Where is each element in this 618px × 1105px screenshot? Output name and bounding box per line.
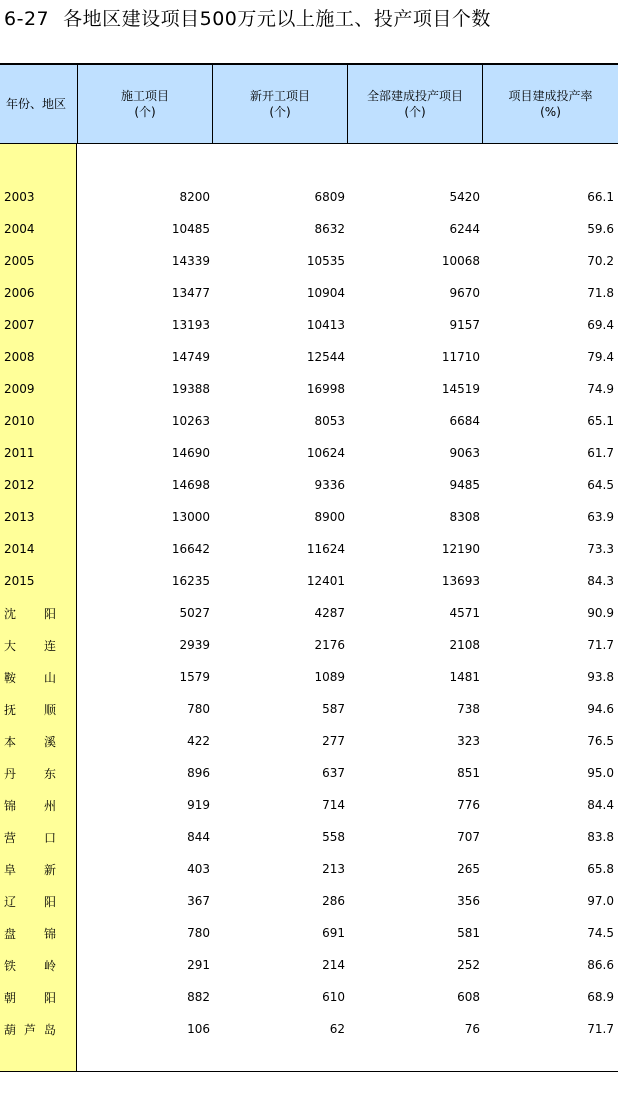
completion-rate-cell: 66.1 (587, 190, 614, 204)
construction-count-cell: 780 (187, 702, 210, 716)
row-label (0, 893, 78, 910)
table-row (0, 949, 618, 981)
row-label: 2015 (4, 574, 35, 588)
completed-count-cell: 1481 (449, 670, 480, 684)
table-row (0, 597, 618, 629)
table-row (0, 213, 618, 245)
table-row (0, 693, 618, 725)
construction-count-cell: 13477 (171, 286, 210, 300)
row-label: 2008 (4, 350, 35, 364)
table-body (0, 144, 618, 1072)
table-row (0, 309, 618, 341)
table-row (0, 437, 618, 469)
completed-count-cell: 9157 (449, 318, 480, 332)
completion-rate-cell: 63.9 (587, 510, 614, 524)
completion-rate-cell: 65.8 (587, 862, 614, 876)
completed-count-cell: 9485 (449, 478, 480, 492)
construction-count-cell: 14690 (171, 446, 210, 460)
row-label (0, 989, 78, 1006)
row-label: 2003 (4, 190, 35, 204)
construction-count-cell: 844 (187, 830, 210, 844)
completed-count-cell: 581 (457, 926, 480, 940)
completed-count-cell: 11710 (441, 350, 480, 364)
new-count-cell: 8053 (314, 414, 345, 428)
region-name: 锦 州 (4, 798, 56, 813)
table-title: 各地区建设项目500万元以上施工、投产项目个数 (63, 8, 491, 30)
new-count-cell: 277 (322, 734, 345, 748)
header-label: 施工项目 (120, 89, 169, 103)
table-row (0, 533, 618, 565)
construction-count-cell: 403 (187, 862, 210, 876)
row-label: 2014 (4, 542, 35, 556)
completion-rate-cell: 84.4 (587, 798, 614, 812)
completion-rate-cell: 59.6 (587, 222, 614, 236)
completed-count-cell: 12190 (441, 542, 480, 556)
completed-count-cell: 608 (457, 990, 480, 1004)
header-unit: (个) (404, 105, 426, 119)
header-unit: (个) (134, 105, 156, 119)
new-count-cell: 587 (322, 702, 345, 716)
completion-rate-cell: 94.6 (587, 702, 614, 716)
construction-count-cell: 14698 (171, 478, 210, 492)
header-completion-rate (483, 65, 618, 143)
construction-count-cell: 5027 (179, 606, 210, 620)
table-row (0, 245, 618, 277)
row-label (0, 925, 78, 942)
completion-rate-cell: 83.8 (587, 830, 614, 844)
construction-count-cell: 896 (187, 766, 210, 780)
completed-count-cell: 5420 (449, 190, 480, 204)
completion-rate-cell: 79.4 (587, 350, 614, 364)
completion-rate-cell: 76.5 (587, 734, 614, 748)
new-count-cell: 6809 (314, 190, 345, 204)
row-label (0, 797, 78, 814)
row-label (0, 669, 78, 686)
header-unit: (个) (269, 105, 291, 119)
row-label (0, 701, 78, 718)
construction-count-cell: 13193 (171, 318, 210, 332)
completed-count-cell: 265 (457, 862, 480, 876)
completion-rate-cell: 71.7 (587, 1022, 614, 1036)
construction-count-cell: 10263 (171, 414, 210, 428)
completed-count-cell: 6244 (449, 222, 480, 236)
completion-rate-cell: 74.9 (587, 382, 614, 396)
completed-count-cell: 6684 (449, 414, 480, 428)
table-row (0, 661, 618, 693)
page-title (4, 4, 491, 34)
new-count-cell: 62 (329, 1022, 345, 1036)
table-row (0, 341, 618, 373)
row-label (0, 605, 78, 622)
new-count-cell: 10413 (306, 318, 345, 332)
completed-count-cell: 8308 (449, 510, 480, 524)
region-name: 沈 阳 (4, 606, 56, 621)
completion-rate-cell: 93.8 (587, 670, 614, 684)
completed-count-cell: 851 (457, 766, 480, 780)
table-header (0, 63, 618, 144)
new-count-cell: 12401 (306, 574, 345, 588)
construction-count-cell: 14749 (171, 350, 210, 364)
header-label: 年份、地区 (6, 97, 67, 111)
construction-count-cell: 13000 (171, 510, 210, 524)
row-label (0, 957, 78, 974)
region-name: 朝 阳 (4, 990, 56, 1005)
table-row (0, 501, 618, 533)
construction-count-cell: 8200 (179, 190, 210, 204)
region-name: 本 溪 (4, 734, 56, 749)
completion-rate-cell: 86.6 (587, 958, 614, 972)
table-row (0, 373, 618, 405)
header-construction-projects (78, 65, 213, 143)
completion-rate-cell: 71.7 (587, 638, 614, 652)
completed-count-cell: 2108 (449, 638, 480, 652)
row-label: 2012 (4, 478, 35, 492)
row-label: 2011 (4, 446, 35, 460)
header-new-projects (213, 65, 348, 143)
new-count-cell: 558 (322, 830, 345, 844)
new-count-cell: 213 (322, 862, 345, 876)
construction-count-cell: 1579 (179, 670, 210, 684)
region-name: 盘 锦 (4, 926, 56, 941)
table-row (0, 853, 618, 885)
new-count-cell: 286 (322, 894, 345, 908)
row-label (0, 733, 78, 750)
completion-rate-cell: 73.3 (587, 542, 614, 556)
new-count-cell: 214 (322, 958, 345, 972)
completion-rate-cell: 68.9 (587, 990, 614, 1004)
region-name: 铁 岭 (4, 958, 56, 973)
construction-count-cell: 882 (187, 990, 210, 1004)
construction-count-cell: 19388 (171, 382, 210, 396)
new-count-cell: 637 (322, 766, 345, 780)
completion-rate-cell: 95.0 (587, 766, 614, 780)
new-count-cell: 2176 (314, 638, 345, 652)
table-row (0, 917, 618, 949)
new-count-cell: 11624 (306, 542, 345, 556)
region-name: 抚 顺 (4, 702, 56, 717)
completion-rate-cell: 90.9 (587, 606, 614, 620)
completed-count-cell: 738 (457, 702, 480, 716)
completed-count-cell: 13693 (441, 574, 480, 588)
header-label: 项目建成投产率 (508, 89, 593, 103)
construction-count-cell: 14339 (171, 254, 210, 268)
region-name: 辽 阳 (4, 894, 56, 909)
row-label (0, 829, 78, 846)
header-unit: (%) (540, 105, 561, 119)
new-count-cell: 16998 (306, 382, 345, 396)
construction-count-cell: 16235 (171, 574, 210, 588)
new-count-cell: 8632 (314, 222, 345, 236)
data-table (0, 63, 618, 1072)
row-label: 2009 (4, 382, 35, 396)
row-label: 2010 (4, 414, 35, 428)
table-row (0, 981, 618, 1013)
row-label: 2006 (4, 286, 35, 300)
completion-rate-cell: 84.3 (587, 574, 614, 588)
new-count-cell: 714 (322, 798, 345, 812)
row-label: 2004 (4, 222, 35, 236)
completion-rate-cell: 97.0 (587, 894, 614, 908)
new-count-cell: 4287 (314, 606, 345, 620)
completed-count-cell: 10068 (441, 254, 480, 268)
completed-count-cell: 776 (457, 798, 480, 812)
construction-count-cell: 2939 (179, 638, 210, 652)
new-count-cell: 10535 (306, 254, 345, 268)
table-row (0, 405, 618, 437)
region-name: 大 连 (4, 638, 56, 653)
row-label: 2013 (4, 510, 35, 524)
construction-count-cell: 919 (187, 798, 210, 812)
completed-count-cell: 9670 (449, 286, 480, 300)
construction-count-cell: 10485 (171, 222, 210, 236)
completed-count-cell: 9063 (449, 446, 480, 460)
table-number: 6-27 (4, 8, 50, 30)
row-label (0, 765, 78, 782)
table-row (0, 821, 618, 853)
region-name: 葫 芦 岛 (4, 1022, 56, 1037)
region-name: 营 口 (4, 830, 56, 845)
completion-rate-cell: 69.4 (587, 318, 614, 332)
new-count-cell: 12544 (306, 350, 345, 364)
new-count-cell: 9336 (314, 478, 345, 492)
new-count-cell: 691 (322, 926, 345, 940)
header-year-region (0, 65, 78, 143)
construction-count-cell: 422 (187, 734, 210, 748)
completion-rate-cell: 65.1 (587, 414, 614, 428)
completed-count-cell: 707 (457, 830, 480, 844)
table-row (0, 885, 618, 917)
construction-count-cell: 780 (187, 926, 210, 940)
header-label: 新开工项目 (249, 89, 310, 103)
new-count-cell: 8900 (314, 510, 345, 524)
completion-rate-cell: 61.7 (587, 446, 614, 460)
table-row (0, 469, 618, 501)
region-name: 鞍 山 (4, 670, 56, 685)
row-label (0, 1021, 78, 1038)
table-row (0, 789, 618, 821)
completed-count-cell: 356 (457, 894, 480, 908)
row-label: 2007 (4, 318, 35, 332)
completed-count-cell: 252 (457, 958, 480, 972)
header-completed-projects (348, 65, 483, 143)
region-name: 丹 东 (4, 766, 56, 781)
completed-count-cell: 76 (464, 1022, 480, 1036)
table-row (0, 1013, 618, 1045)
table-row (0, 565, 618, 597)
completion-rate-cell: 70.2 (587, 254, 614, 268)
new-count-cell: 1089 (314, 670, 345, 684)
table-row (0, 277, 618, 309)
table-row (0, 725, 618, 757)
new-count-cell: 10904 (306, 286, 345, 300)
row-label (0, 861, 78, 878)
table-row (0, 629, 618, 661)
construction-count-cell: 16642 (171, 542, 210, 556)
region-name: 阜 新 (4, 862, 56, 877)
construction-count-cell: 291 (187, 958, 210, 972)
completed-count-cell: 4571 (449, 606, 480, 620)
table-rows (0, 181, 618, 1045)
new-count-cell: 10624 (306, 446, 345, 460)
row-label: 2005 (4, 254, 35, 268)
completed-count-cell: 323 (457, 734, 480, 748)
construction-count-cell: 367 (187, 894, 210, 908)
completion-rate-cell: 64.5 (587, 478, 614, 492)
header-label: 全部建成投产项目 (366, 89, 463, 103)
table-row (0, 181, 618, 213)
row-label (0, 637, 78, 654)
completion-rate-cell: 71.8 (587, 286, 614, 300)
completed-count-cell: 14519 (441, 382, 480, 396)
new-count-cell: 610 (322, 990, 345, 1004)
table-row (0, 757, 618, 789)
construction-count-cell: 106 (187, 1022, 210, 1036)
completion-rate-cell: 74.5 (587, 926, 614, 940)
